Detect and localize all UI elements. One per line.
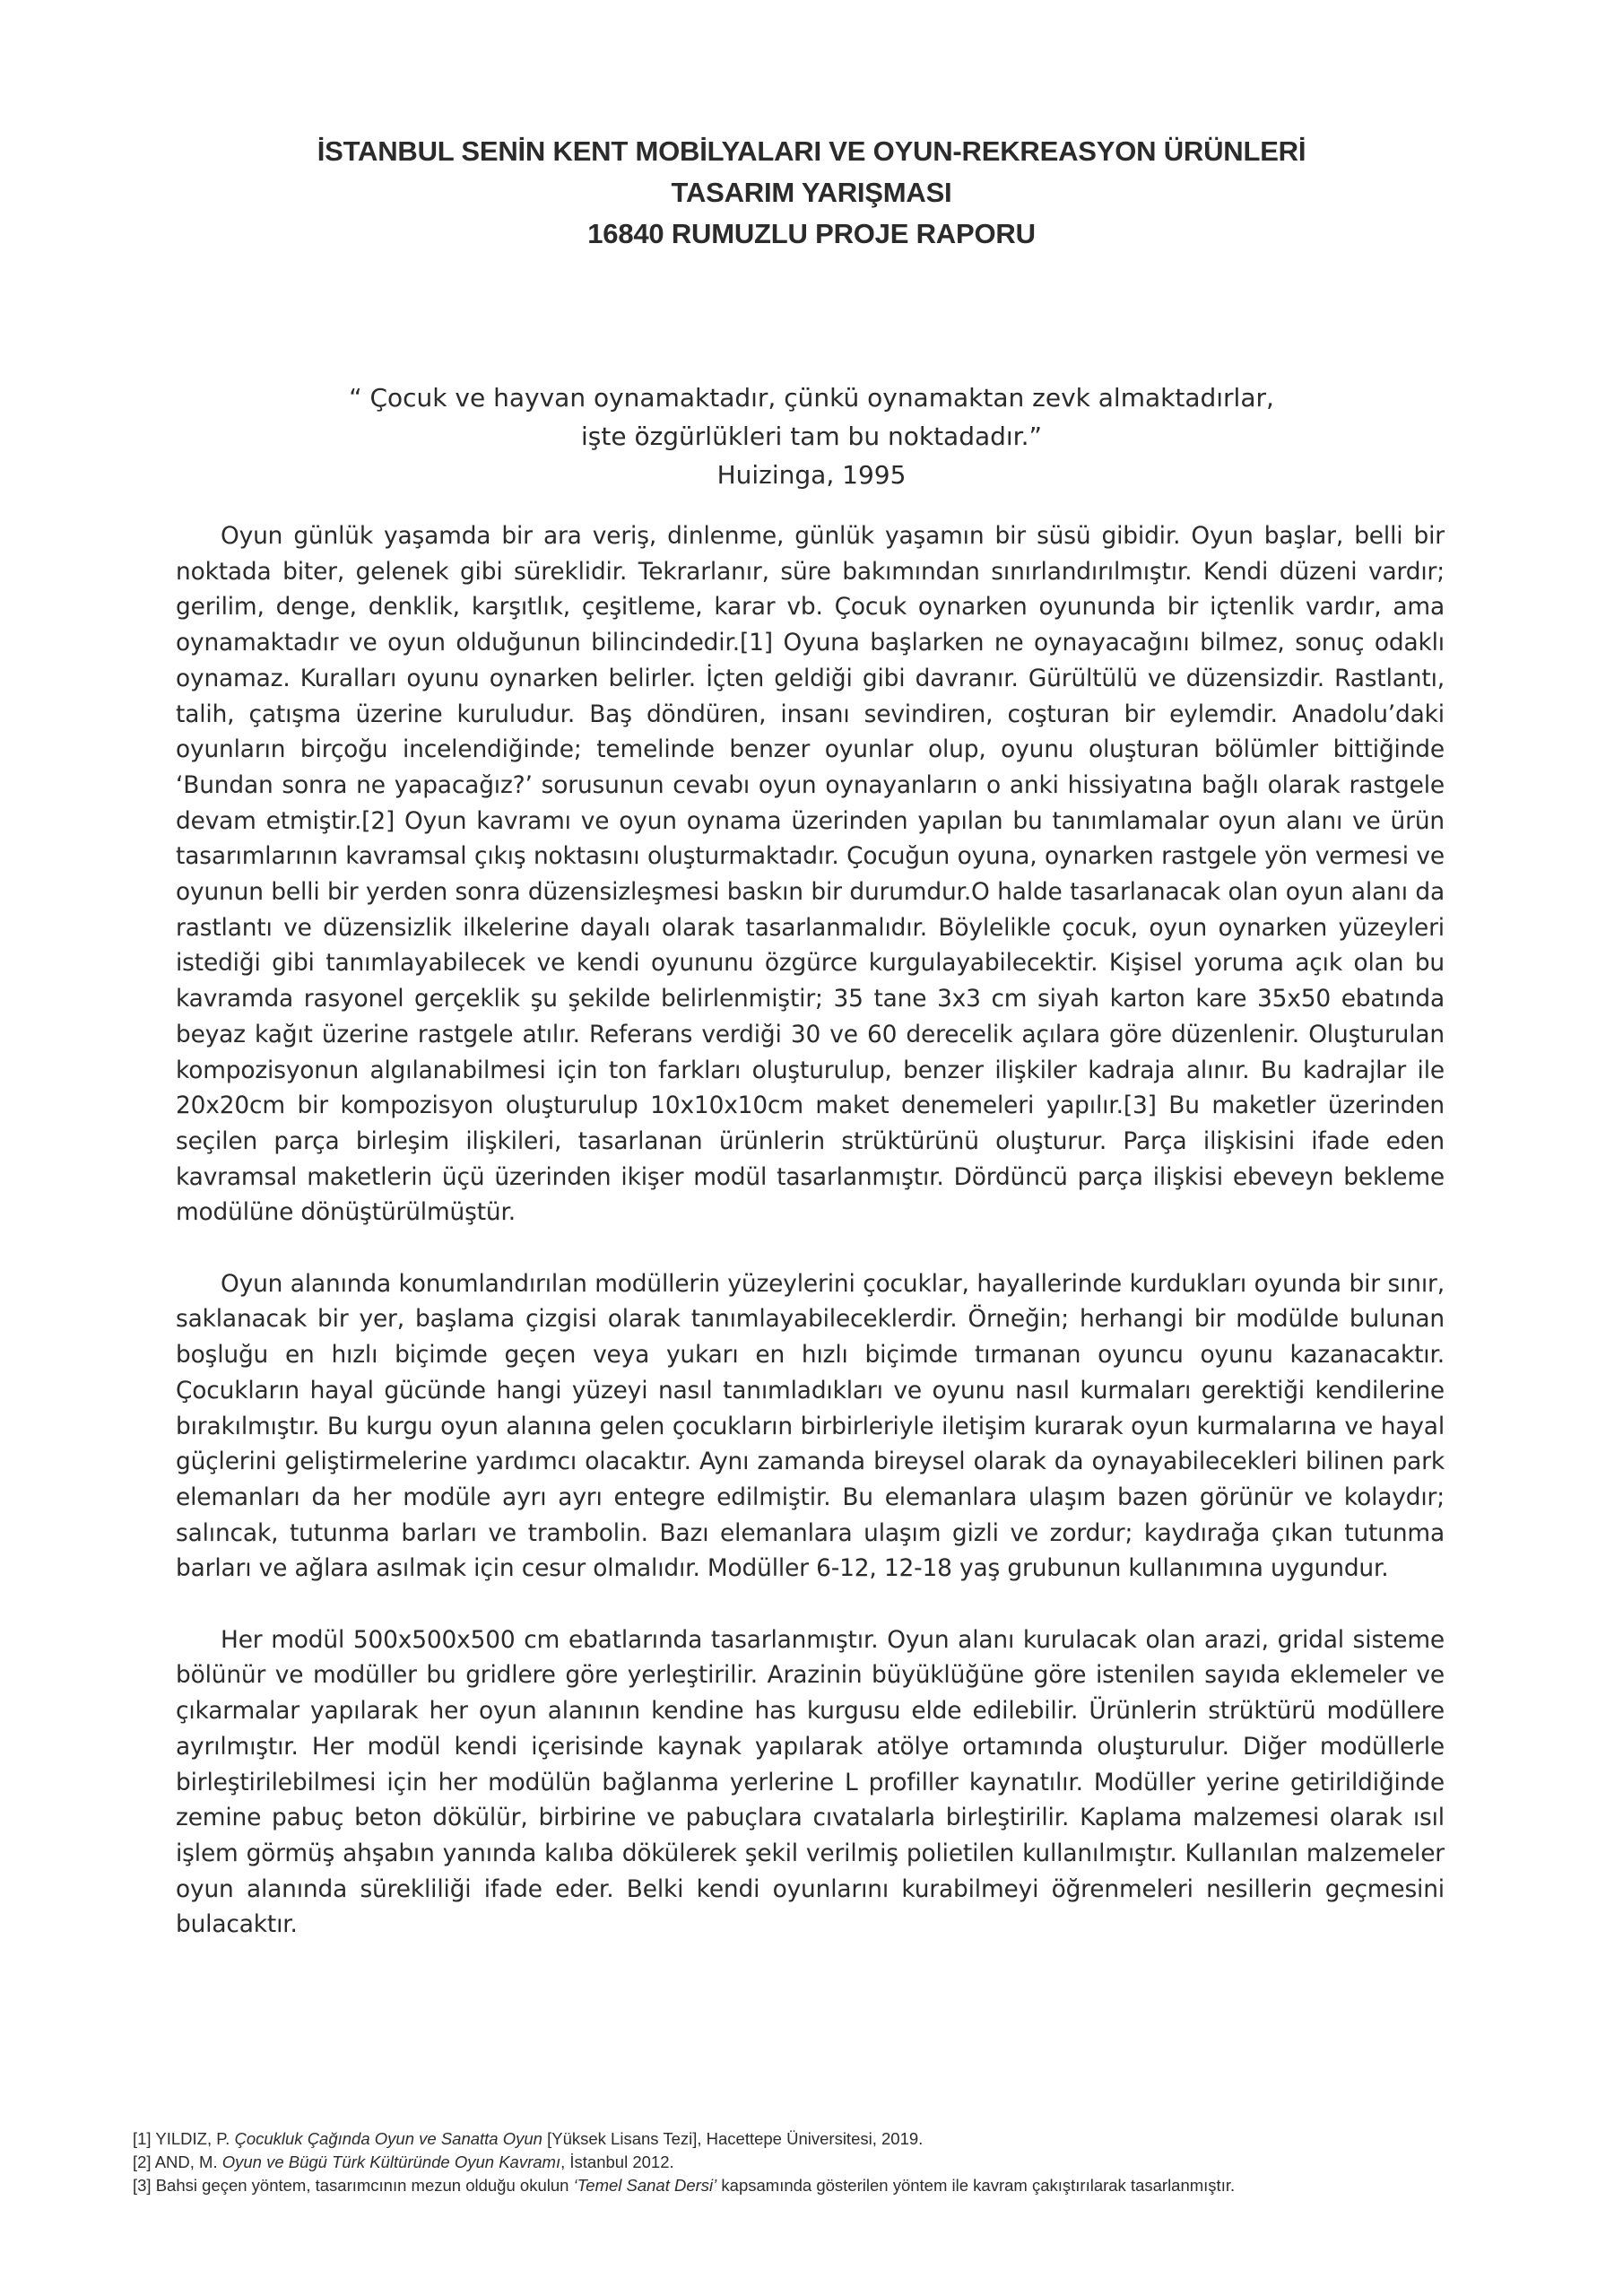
body-paragraph-3: Her modül 500x500x500 cm ebatlarında tasarlanmıştır. Oyun alanı kurulacak olan arazi, gridal sisteme bölünür ve modüller bu gridlere göre yerleştirilir. Arazinin büyüklüğüne göre istenilen sayıda eklemeler ve çıkarmalar yapılarak her oyun alanının kendine has kurgusu elde edilebilir. Ürünlerin strüktürü modüllere ayrılmıştır. Her modül kendi içerisinde kaynak yapılarak atölye ortamında oluşturulur. Diğer modüllerle birleştirilebilmesi için her modülün bağlanma yerlerine L profiller kaynatılır. Modüller yerine getirildiğinde zemine pabuç beton dökülür, birbirine ve pabuçlara cıvatalarla birleştirilir. Kaplama malzemesi olarak ısıl işlem görmüş ahşabın yanında kalıba dökülerek şekil verilmiş polietilen kullanılmıştır. Kullanılan malzemeler oyun alanında sürekliliği ifade eder. Belki kendi oyunlarını kurabilmeyi öğrenmeleri nesillerin geçmesini bulacaktır. bbox=[176, 1625, 1445, 1939]
footnote-1-title: Çocukluk Çağında Oyun ve Sanatta Oyun bbox=[234, 2129, 542, 2148]
title-line-2: TASARIM YARIŞMASI bbox=[671, 177, 952, 208]
footnotes bbox=[133, 2127, 1532, 2197]
title-line-3: 16840 RUMUZLU PROJE RAPORU bbox=[587, 218, 1036, 249]
title-line-1: İSTANBUL SENİN KENT MOBİLYALARI VE OYUN-REKREASYON ÜRÜNLERİ bbox=[317, 135, 1306, 167]
footnote-2-title: Oyun ve Bügü Türk Kültüründe Oyun Kavramı bbox=[221, 2152, 561, 2171]
footnote-3-title: ‘Temel Sanat Dersi’ bbox=[573, 2176, 717, 2195]
footnote-3-suffix: kapsamında gösterilen yöntem ile kavram çakıştırılarak tasarlanmıştır. bbox=[716, 2176, 1236, 2195]
epigraph-quote bbox=[0, 378, 1623, 494]
epigraph-line-1: “ Çocuk ve hayvan oynamaktadır, çünkü oynamaktan zevk almaktadırlar, bbox=[349, 383, 1274, 413]
footnote-1-prefix: [1] YILDIZ, P. bbox=[133, 2129, 235, 2148]
epigraph-attribution: Huizinga, 1995 bbox=[716, 460, 907, 490]
footnote-1-suffix: [Yüksek Lisans Tezi], Hacettepe Üniversitesi, 2019. bbox=[542, 2129, 924, 2148]
footnote-1 bbox=[133, 2127, 1532, 2151]
body-paragraph-1: Oyun günlük yaşamda bir ara veriş, dinlenme, günlük yaşamın bir süsü gibidir. Oyun başlar, belli bir noktada biter, gelenek gibi süreklidir. Tekrarlanır, süre bakımından sınırlandırılmıştır. Kendi düzeni vardır; gerilim, denge, denklik, karşıtlık, çeşitleme, karar vb. Çocuk oynarken oyununda bir içtenlik vardır, ama oynamaktadır ve oyun olduğunun bilincindedir.[1] Oyuna başlarken ne oynayacağını bilmez, sonuç odaklı oynamaz. Kuralları oyunu oynarken belirler. İçten geldiği gibi davranır. Gürültülü ve düzensizdir. Rastlantı, talih, çatışma üzerine kuruludur. Baş döndüren, insanı sevindiren, coşturan bir eylemdir. Anadolu’daki oyunların birçoğu incelendiğinde; temelinde benzer oyunlar olup, oyunu oluşturan bölümler bittiğinde ‘Bundan sonra ne yapacağız?’ sorusunun cevabı oyun oynayanların o anki hissiyatına bağlı olarak rastgele devam etmiştir.[2] Oyun kavramı ve oyun oynama üzerinden yapılan bu tanımlamalar oyun alanı ve ürün tasarımlarının kavramsal çıkış noktasını oluşturmaktadır. Çocuğun oyuna, oynarken rastgele yön vermesi ve oyunun belli bir yerden sonra düzensizleşmesi baskın bir durumdur.O halde tasarlanacak olan oyun alanı da rastlantı ve düzensizlik ilkelerine dayalı olarak tasarlanmalıdır. Böylelikle çocuk, oyun oynarken yüzeyleri istediği gibi tanımlayabilecek ve kendi oyununu özgürce kurgulayabilecektir. Kişisel yoruma açık olan bu kavramda rasyonel gerçeklik şu şekilde belirlenmiştir; 35 tane 3x3 cm siyah karton kare 35x50 ebatında beyaz kağıt üzerine rastgele atılır. Referans verdiği 30 ve 60 derecelik açılara göre düzenlenir. Oluşturulan kompozisyonun algılanabilmesi için ton farkları oluşturulup, benzer ilişkiler kadraja alınır. Bu kadrajlar ile 20x20cm bir kompozisyon oluşturulup 10x10x10cm maket denemeleri yapılır.[3] Bu maketler üzerinden seçilen parça birleşim ilişkileri, tasarlanan ürünlerin strüktürünü oluşturur. Parça ilişkisini ifade eden kavramsal maketlerin üçü üzerinden ikişer modül tasarlanmıştır. Dördüncü parça ilişkisi ebeveyn bekleme modülüne dönüştürülmüştür. bbox=[176, 522, 1445, 1227]
footnote-2-prefix: [2] AND, M. bbox=[133, 2152, 222, 2171]
footnote-3 bbox=[133, 2174, 1532, 2197]
body-paragraph-2: Oyun alanında konumlandırılan modüllerin yüzeylerini çocuklar, hayallerinde kurdukları oyunda bir sınır, saklanacak bir yer, başlama çizgisi olarak tanımlayabileceklerdir. Örneğin; herhangi bir modülde bulunan boşluğu en hızlı biçimde geçen veya yukarı en hızlı biçimde tırmanan oyuncu oyunu kazanacaktır. Çocukların hayal gücünde hangi yüzeyi nasıl tanımladıkları ve oyunu nasıl kurmaları gerektiği kendilerine bırakılmıştır. Bu kurgu oyun alanına gelen çocukların birbirleriyle iletişim kurarak oyun kurmalarına ve hayal güçlerini geliştirmelerine yardımcı olacaktır. Aynı zamanda bireysel olarak da oynayabilecekleri bilinen park elemanları da her modüle ayrı ayrı entegre edilmiştir. Bu elemanlara ulaşım bazen görünür ve kolaydır; salıncak, tutunma barları ve trambolin. Bazı elemanlara ulaşım gizli ve zordur; kaydırağa çıkan tutunma barları ve ağlara asılmak için cesur olmalıdır. Modüller 6-12, 12-18 yaş grubunun kullanımına uygundur. bbox=[176, 1269, 1445, 1583]
report-body bbox=[176, 518, 1445, 1979]
footnote-2 bbox=[133, 2151, 1532, 2174]
report-title bbox=[0, 131, 1623, 255]
footnote-3-prefix: [3] Bahsi geçen yöntem, tasarımcının mezun olduğu okulun bbox=[133, 2176, 574, 2195]
footnote-2-suffix: , İstanbul 2012. bbox=[560, 2152, 674, 2171]
epigraph-line-2: işte özgürlükleri tam bu noktadadır.” bbox=[580, 422, 1043, 451]
